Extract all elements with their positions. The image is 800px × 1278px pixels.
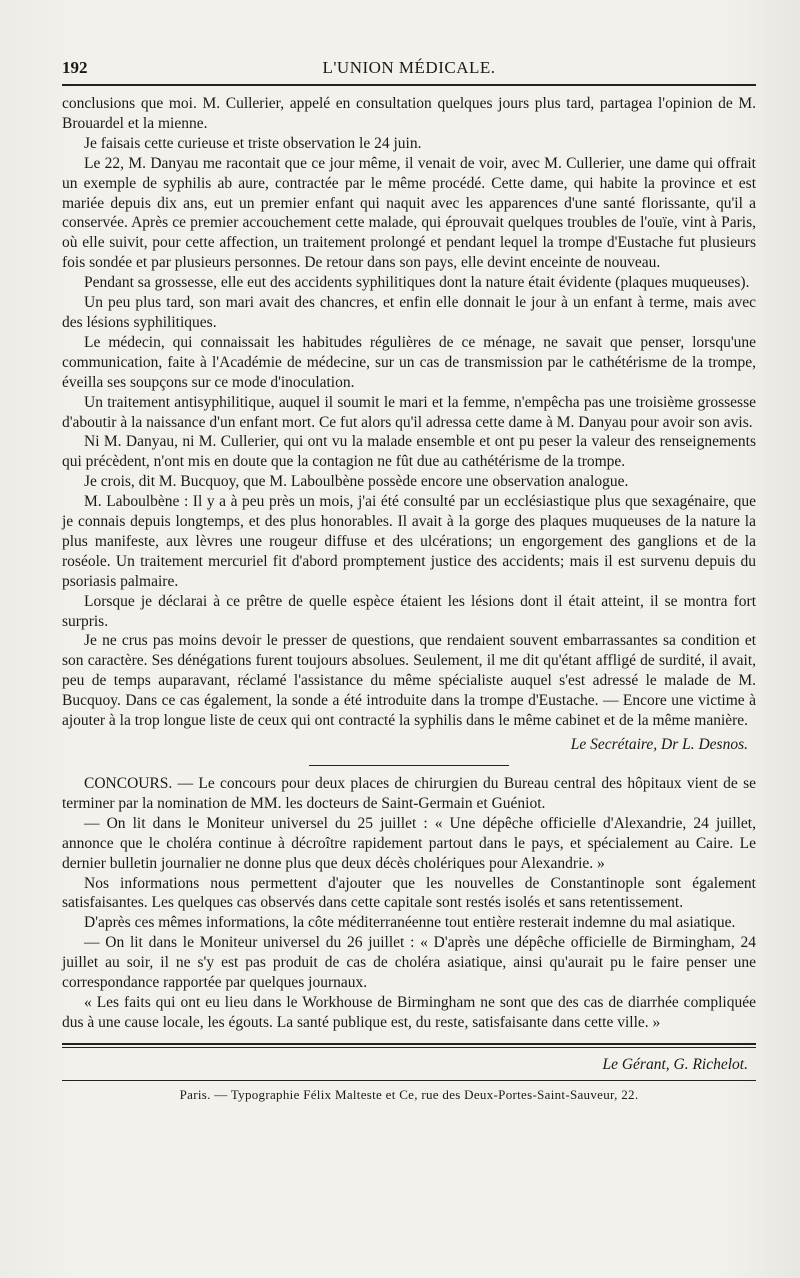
news-paragraph: « Les faits qui ont eu lieu dans le Workhouse de Birmingham ne sont que des cas de diarrhée compliquée dus à une cause locale, les égouts. La santé publique est, du reste, satisfaisante dans cette ville. » <box>62 993 756 1031</box>
paragraph: Le 22, M. Danyau me racontait que ce jour même, il venait de voir, avec M. Cullerier, une dame qui offrait un exemple de syphilis ab aure, contractée par le même procédé. Cette dame, qui habite la province et est mariée depuis dix ans, eut un premier enfant qui naquit avec les apparences d'une santé florissante, qu'il a conservée. Après ce premier accouchement cette malade, qui éprouvait quelques troubles de l'ouïe, vint à Paris, où elle suivit, pour cette affection, un traitement prolongé et pendant lequel la trompe d'Eustache fut plusieurs fois sondée et par plusieurs personnes. De retour dans son pays, elle devint enceinte de nouveau. <box>62 154 756 272</box>
running-title: L'UNION MÉDICALE. <box>322 58 496 77</box>
paragraph: Lorsque je déclarai à ce prêtre de quelle espèce étaient les lésions dont il était atteint, il se montra fort surpris. <box>62 592 756 630</box>
page-number: 192 <box>62 58 88 77</box>
printer-rule <box>62 1080 756 1081</box>
news-paragraph: CONCOURS. — Le concours pour deux places de chirurgien du Bureau central des hôpitaux vient de se terminer par la nomination de MM. les docteurs de Saint-Germain et Guéniot. <box>62 775 756 812</box>
printer-imprint: Paris. — Typographie Félix Malteste et Ce, rue des Deux-Portes-Saint-Sauveur, 22. <box>179 1086 639 1102</box>
paragraph: Un traitement antisyphilitique, auquel il soumit le mari et la femme, n'empêcha pas une troisième grossesse d'aboutir à la naissance d'un enfant mort. Ce fut alors qu'il adressa cette dame à M. Danyau pour avoir son avis. <box>62 393 756 431</box>
footer-rule <box>62 1043 756 1045</box>
paragraph: Je ne crus pas moins devoir le presser de questions, que rendaient souvent embarrassantes sa condition et son caractère. Ses dénégations furent toujours absolues. Seulement, il me dit qu'étant affligé de surdité, il avait, peu de temps auparavant, réclamé l'assistance du même spécialiste auquel s'est adressé le malade de M. Bucquoy. Dans ce cas également, la sonde a été introduite dans la trompe d'Eustache. — Encore une victime à ajouter à la trop longue liste de ceux qui ont contracté la syphilis dans le même cabinet et de la même manière. <box>62 632 756 730</box>
section-divider <box>309 765 509 766</box>
page-header <box>62 52 756 86</box>
secretary-signature: Le Secrétaire, Dr L. Desnos. <box>570 736 748 753</box>
paragraph: Je crois, dit M. Bucquoy, que M. Laboulbène possède encore une observation analogue. <box>84 473 629 491</box>
news-paragraph: Nos informations nous permettent d'ajouter que les nouvelles de Constantinople sont également satisfaisantes. Les quelques cas observés dans cette capitale sont restés isolés et sans retentissement. <box>62 874 756 912</box>
footer-rule-thin <box>62 1047 756 1048</box>
article-body <box>62 94 756 731</box>
paragraph: M. Laboulbène : Il y a à peu près un mois, j'ai été consulté par un ecclésiastique plus que sexagénaire, que je connais depuis longtemps, et des plus honorables. Il avait à la gorge des plaques muqueuses de la nature la plus manifeste, aux lèvres une rougeur diffuse et des ulcérations; un engorgement des ganglions et de la roséole. Un traitement mercuriel fit d'abord promptement justice des accidents; mais il est survenu depuis du psoriasis palmaire. <box>62 493 756 590</box>
news-paragraph: D'après ces mêmes informations, la côte méditerranéenne tout entière resterait indemne du mal asiatique. <box>84 914 736 932</box>
paragraph: Ni M. Danyau, ni M. Cullerier, qui ont vu la malade ensemble et ont pu peser la valeur des renseignements qui précèdent, n'ont mis en doute que la contagion ne fût due au cathétérisme de la trompe. <box>62 433 756 471</box>
news-paragraph: — On lit dans le Moniteur universel du 26 juillet : « D'après une dépêche officielle de Birmingham, 24 juillet au soir, il ne s'y est pas produit de cas de choléra asiatique, ainsi qu'aurait pu le faire penser une correspondance rapportée par quelques journaux. <box>62 934 756 992</box>
paragraph: Le médecin, qui connaissait les habitudes régulières de ce ménage, ne savait que penser, lorsqu'une communication, faite à l'Académie de médecine, sur un cas de transmission par le cathétérisme de la trompe, éveilla ses soupçons sur ce mode d'inoculation. <box>62 333 756 391</box>
paragraph: Je faisais cette curieuse et triste observation le 24 juin. <box>84 134 422 152</box>
paragraph: Un peu plus tard, son mari avait des chancres, et enfin elle donnait le jour à un enfant à terme, mais avec des lésions syphilitiques. <box>62 294 756 331</box>
news-paragraph: — On lit dans le Moniteur universel du 25 juillet : « Une dépêche officielle d'Alexandrie, 24 juillet, annonce que le choléra continue à décroître rapidement partout dans le pays, et spécialement au Caire. Le dernier bulletin journalier ne donne plus que deux décès cholériques pour Alexandrie. » <box>62 814 756 872</box>
gerant-signature: Le Gérant, G. Richelot. <box>602 1055 748 1073</box>
paragraph: conclusions que moi. M. Cullerier, appelé en consultation quelques jours plus tard, partagea l'opinion de M. Brouardel et la mienne. <box>62 95 756 132</box>
paragraph: Pendant sa grossesse, elle eut des accidents syphilitiques dont la nature était évidente (plaques muqueuses). <box>84 274 750 292</box>
news-section <box>62 774 756 1033</box>
